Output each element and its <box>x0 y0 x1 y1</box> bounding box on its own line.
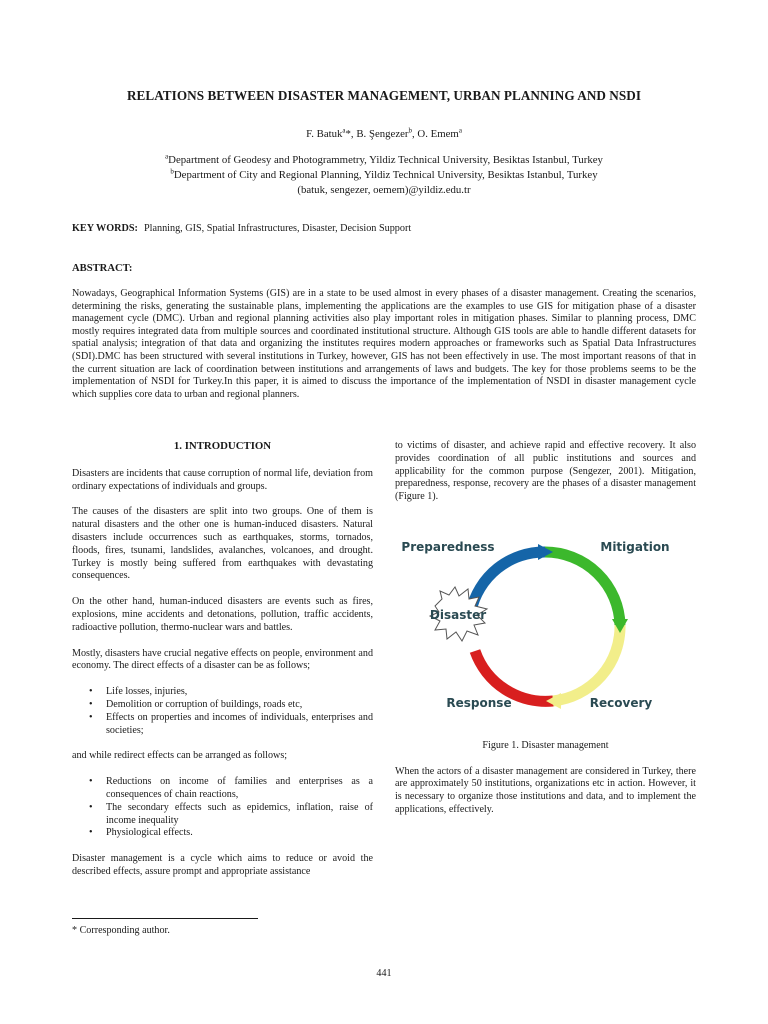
keywords-label: KEY WORDS: <box>72 223 138 234</box>
keywords <box>72 223 696 234</box>
page-number: 441 <box>376 968 392 979</box>
author-affil-mark: a <box>342 126 346 135</box>
body-paragraph: Disasters are incidents that cause corruption of normal life, deviation from ordinary expectations of individuals and groups. <box>72 467 373 492</box>
section-heading: 1. INTRODUCTION <box>173 440 272 452</box>
author-line <box>40 128 728 140</box>
affiliations <box>40 153 728 198</box>
body-paragraph: and while redirect effects can be arranged as follows; <box>72 750 288 762</box>
abstract-text: Nowadays, Geographical Information Systems (GIS) are in a state to be used almost in every phases of a disaster management. Creating the scenarios, determining the risks, generating the sustainable plans, implementing the applications are the examples to use GIS for mitigation phase of a disaster management cycle (DMC). Urban and regional planning activities also play important roles in mitigation phases. Similar to planning process, DMC mostly requires integrated data from multiple sources and coordinated institutional structure. Although GIS tools are able to handle different datasets for spatial analysis; integration of that data and organizing the institutes requires modern approaches or frameworks such as Spatial Data Infrastructures (SDI).DMC has been structured with several institutions in Turkey, however, GIS has not been effectively in use. The most important reasons of that in the current situation are lack of coordination between institutions and arrangements of laws and budgets. The key for those problems seems to be the implementation of NSDI for Turkey.In this paper, it is aimed to discuss the importance of the implementation of NSDI in disaster management cycle which supplies core data to urban and regional planners. <box>72 288 696 400</box>
author-name: B. Şengezer <box>356 128 409 140</box>
paper-title: RELATIONS BETWEEN DISASTER MANAGEMENT, URBAN PLANNING AND NSDI <box>126 88 642 103</box>
phase-label-response: Response <box>446 695 512 710</box>
author-affil-mark: a <box>458 126 462 135</box>
direct-effects-list <box>72 686 373 737</box>
footnote-rule <box>72 918 258 919</box>
body-paragraph: The causes of the disasters are split into two groups. One of them is natural disasters and the other one is human-induced disasters. Natural disasters include occurrences such as earthquakes, storms, tornados, floods, fires, tsunami, landslides, avalanches, volcanoes, and drought. Turkey is mostly being suffered from earthquakes with devastating consequences. <box>72 506 373 582</box>
footnote: * Corresponding author. <box>72 925 170 936</box>
affil-mark: a <box>165 152 169 161</box>
body-paragraph: Disaster management is a cycle which aims to reduce or avoid the described effects, assure prompt and appropriate assistance <box>72 853 373 877</box>
abstract-heading: ABSTRACT: <box>72 263 133 274</box>
indirect-effects-list <box>72 776 373 840</box>
affiliation-a <box>40 153 728 168</box>
affiliation-b <box>40 168 728 183</box>
list-item: • Physiological effects. <box>72 827 373 840</box>
list-item: • Effects on properties and incomes of individuals, enterprises and societies; <box>72 712 373 738</box>
cycle-ring <box>471 544 628 709</box>
list-item: • The secondary effects such as epidemics, inflation, raise of income inequality <box>72 802 373 828</box>
disaster-cycle-figure <box>395 527 696 727</box>
list-item: • Demolition or corruption of buildings, roads etc, <box>72 699 373 712</box>
preparedness-arc <box>471 552 545 611</box>
body-paragraph: Mostly, disasters have crucial negative effects on people, environment and economy. The direct effects of a disaster can be as follows; <box>72 647 373 672</box>
mitigation-arc <box>545 552 620 625</box>
affil-mark: b <box>170 167 174 176</box>
figure-caption: Figure 1. Disaster management <box>482 739 609 751</box>
right-column <box>395 440 696 830</box>
author-suffix: , <box>412 128 415 140</box>
phase-label-mitigation: Mitigation <box>600 539 670 554</box>
phase-label-preparedness: Preparedness <box>401 539 495 554</box>
keywords-text: Planning, GIS, Spatial Infrastructures, Disaster, Decision Support <box>143 223 412 234</box>
affiliation-text: Department of Geodesy and Photogrammetry, Yildiz Technical University, Besiktas Istanbul, Turkey <box>168 154 603 166</box>
author-name: F. Batuk <box>306 128 343 140</box>
author-name: O. Emem <box>417 128 459 140</box>
disaster-label: Disaster <box>429 607 487 622</box>
author-suffix: *, <box>345 128 354 140</box>
list-item: • Reductions on income of families and enterprises as a consequences of chain reactions, <box>72 776 373 802</box>
left-column <box>72 440 373 892</box>
response-arc <box>475 651 553 701</box>
list-item: • Life losses, injuries, <box>72 686 373 699</box>
author-affil-mark: b <box>408 126 413 135</box>
body-paragraph: On the other hand, human-induced disasters are events such as fires, explosions, mine accidents and detonations, pollution, traffic accidents, radioactive pollution, thermo-nuclear wars and battles. <box>72 596 373 633</box>
phase-label-recovery: Recovery <box>589 695 653 710</box>
author-emails: (batuk, sengezer, oemem)@yildiz.edu.tr <box>297 184 471 196</box>
recovery-arc <box>553 625 620 701</box>
affiliation-text: Department of City and Regional Planning, Yildiz Technical University, Besiktas Istanbul, Turkey <box>173 169 598 181</box>
body-paragraph: When the actors of a disaster management are considered in Turkey, there are approximately 50 institutions, organizations etc in action. However, it is necessary to organize those institutions and data, and to implement the applications, effectively. <box>395 765 696 815</box>
body-paragraph: to victims of disaster, and achieve rapid and effective recovery. It also provides coordination of all public institutions and sources and applicability for the common purpose (Sengezer, 2001). Mitigation, preparedness, response, recovery are the phases of a disaster management (Figure 1). <box>395 440 696 503</box>
